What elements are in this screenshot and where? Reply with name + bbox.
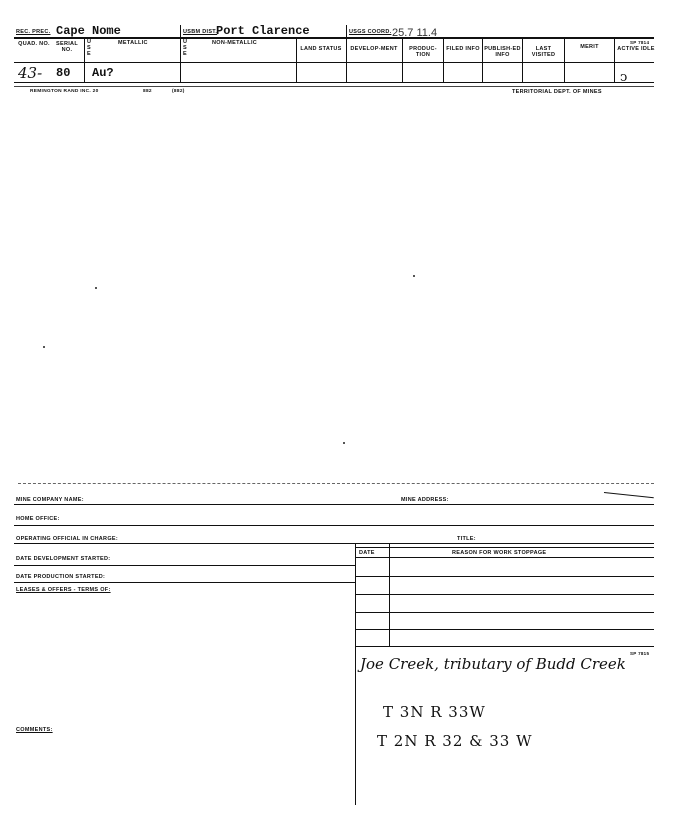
leases-label: LEASES & OFFERS - TERMS OF: — [16, 587, 111, 593]
top-card-divider — [614, 37, 615, 82]
col-filed-info: FILED INFO — [446, 46, 480, 52]
quad-no-label: QUAD. NO. — [18, 41, 50, 47]
form-number-bottom: SP 7815 — [630, 651, 650, 656]
bottom-rule-3 — [14, 543, 654, 544]
title-label: TITLE: — [457, 536, 476, 542]
bottom-rule-8 — [355, 594, 654, 595]
top-card-rule-2 — [14, 62, 654, 63]
top-card-divider — [522, 37, 523, 82]
bottom-rule-5 — [14, 565, 355, 566]
scan-speck — [95, 287, 97, 289]
bottom-rule-3b — [355, 547, 654, 548]
bottom-divider-main — [355, 543, 356, 805]
bottom-rule-2 — [14, 525, 654, 526]
metallic-value: Au? — [92, 66, 114, 80]
footer-right: TERRITORIAL DEPT. OF MINES — [512, 89, 602, 95]
footer-mid-1: 882 — [143, 89, 152, 94]
bottom-rule-11 — [355, 646, 654, 647]
mine-company-label: MINE COMPANY NAME: — [16, 497, 84, 503]
bottom-rule-4 — [355, 557, 654, 558]
card-edge — [18, 483, 654, 484]
non-metallic-label: NON-METALLIC — [212, 40, 258, 46]
top-card-divider — [443, 37, 444, 82]
serial-no-label: SERIAL NO. — [56, 41, 78, 53]
bottom-rule-10 — [355, 629, 654, 630]
usbm-dist-label: USBM DIST. — [183, 29, 218, 35]
col-merit: MERIT — [580, 44, 599, 50]
top-card-rule-3 — [14, 82, 654, 83]
handwritten-township-2: T 2N R 32 & 33 W — [377, 732, 533, 750]
pen-stroke — [604, 492, 654, 498]
scan-speck — [413, 275, 415, 277]
usgs-coord-value: 25.7 11.4 — [392, 27, 438, 39]
usbm-dist-value: Port Clarence — [216, 24, 310, 38]
use-letters-non-metallic: U S E — [183, 39, 188, 57]
bottom-rule-9 — [355, 612, 654, 613]
col-development: DEVELOP-MENT — [350, 46, 398, 52]
bottom-rule-1 — [14, 504, 654, 505]
col-land-status: LAND STATUS — [300, 46, 342, 52]
reason-label: REASON FOR WORK STOPPAGE — [452, 550, 547, 556]
footer-mid-2: (882) — [172, 89, 185, 94]
top-card-divider — [402, 37, 403, 82]
top-card-rule-4 — [14, 86, 654, 87]
date-development-label: DATE DEVELOPMENT STARTED: — [16, 556, 111, 562]
handwritten-township-1: T 3N R 33W — [383, 703, 486, 721]
use-letters-metallic: U S E — [87, 39, 92, 57]
rec-prec-value: Cape Nome — [56, 24, 121, 38]
active-idle-mark: ↄ — [620, 70, 628, 85]
serial-value: 80 — [56, 66, 71, 80]
handwritten-location: Joe Creek, tributary of Budd Creek — [360, 655, 626, 673]
top-card-divider — [296, 37, 297, 82]
bottom-rule-6 — [355, 576, 654, 577]
top-card-divider — [482, 37, 483, 82]
comments-label: COMMENTS: — [16, 727, 53, 733]
quad-value: 43- — [18, 64, 43, 82]
scan-speck — [343, 442, 345, 444]
bottom-rule-7 — [14, 582, 355, 583]
usgs-coord-label: USGS COORD. — [349, 29, 392, 35]
top-card-divider — [84, 37, 85, 82]
footer-left: REMINGTON RAND INC. 20 — [30, 89, 99, 94]
top-card-divider — [346, 25, 347, 82]
form-number: SP 7814 — [630, 40, 650, 45]
top-card-divider — [564, 37, 565, 82]
col-active-idle: ACTIVE IDLE — [617, 46, 655, 52]
operating-official-label: OPERATING OFFICIAL IN CHARGE: — [16, 536, 118, 542]
home-office-label: HOME OFFICE: — [16, 516, 60, 522]
date-production-label: DATE PRODUCTION STARTED: — [16, 574, 106, 580]
top-card-divider — [180, 25, 181, 82]
col-published-info: PUBLISH-ED INFO — [484, 46, 521, 58]
mine-address-label: MINE ADDRESS: — [401, 497, 449, 503]
col-last-visited: LAST VISITED — [531, 46, 556, 58]
metallic-label: METALLIC — [118, 40, 148, 46]
rec-prec-label: REC. PREC. — [16, 29, 51, 35]
col-production: PRODUC-TION — [409, 46, 437, 58]
bottom-divider-date — [389, 543, 390, 646]
scan-speck — [43, 346, 45, 348]
date-label: DATE — [359, 550, 375, 556]
